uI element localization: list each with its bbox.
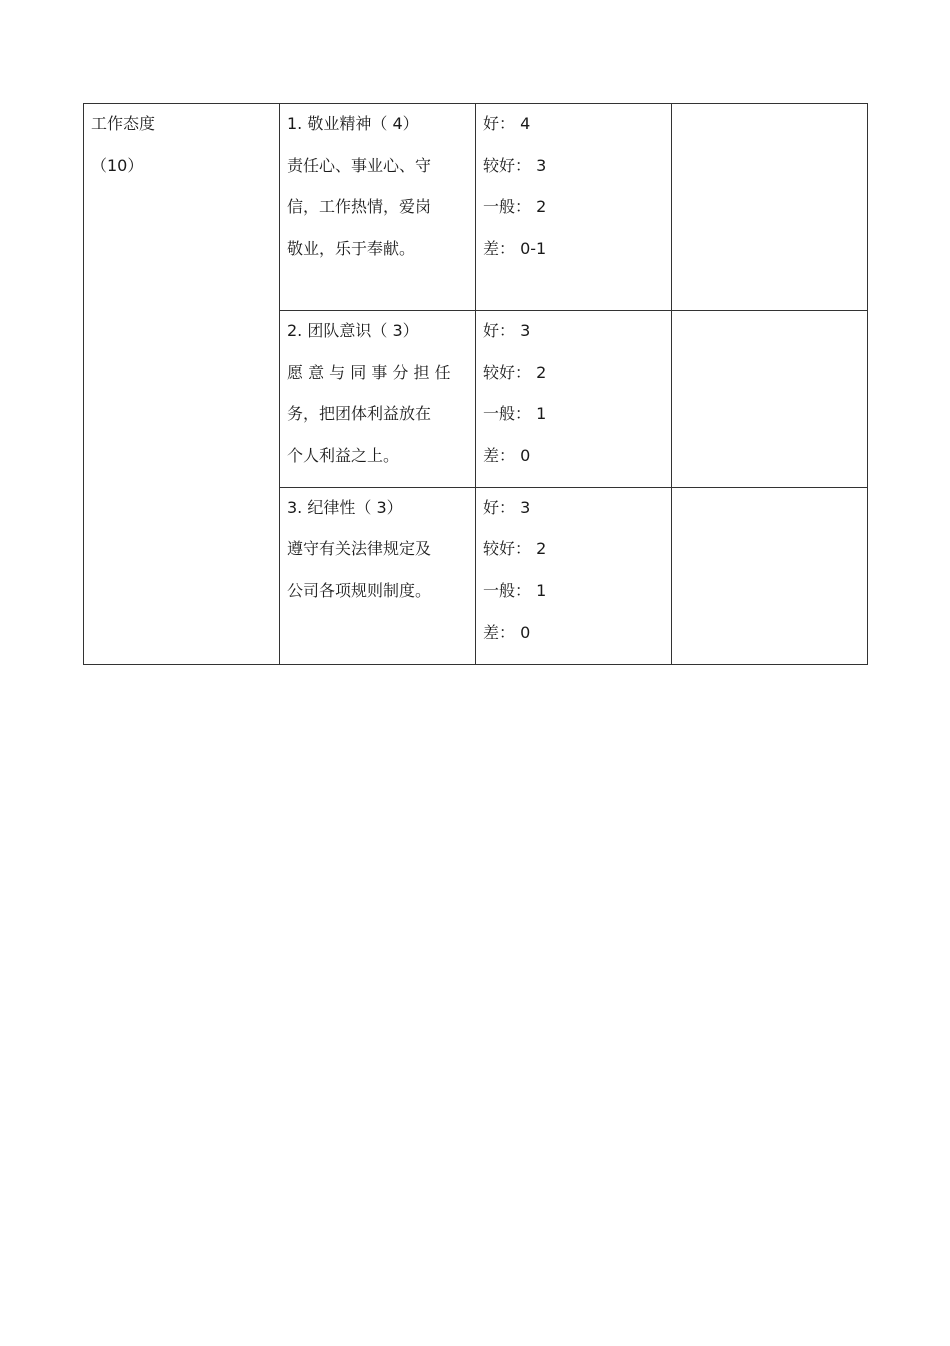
- criterion-cell: [280, 487, 476, 664]
- score-level: 差： 0: [483, 622, 531, 642]
- remark-cell: [672, 487, 868, 664]
- criterion-title: 3. 纪律性（ 3）: [287, 497, 403, 517]
- remark-text: [679, 497, 860, 539]
- criterion-title: 1. 敬业精神（ 4）: [287, 114, 419, 133]
- score-level: 一般： 2: [483, 197, 547, 217]
- criterion-desc-line: 责任心、事业心、守: [287, 155, 432, 175]
- category-cell: [84, 104, 280, 665]
- score-level: 好： 4: [483, 114, 531, 133]
- criterion-desc-line: 愿 意 与 同 事 分 担 任: [287, 362, 451, 382]
- score-level: 好： 3: [483, 321, 531, 340]
- criterion-desc-line: 敬业，乐于奉献。: [287, 239, 416, 259]
- criterion-desc-line: 信，工作热情，爱岗: [287, 197, 432, 217]
- score-level: 较好： 3: [483, 155, 547, 175]
- score-level: 好： 3: [483, 497, 531, 517]
- criterion-desc-line: 公司各项规则制度。: [287, 581, 432, 601]
- score-level: 一般： 1: [483, 404, 547, 424]
- score-level: 较好： 2: [483, 539, 547, 559]
- criterion-title: 2. 团队意识（ 3）: [287, 321, 419, 340]
- criterion-desc-line: 务，把团体利益放在: [287, 404, 432, 424]
- score-level: 较好： 2: [483, 362, 547, 382]
- scoring-cell: [476, 311, 672, 488]
- remark-cell: [672, 311, 868, 488]
- criterion-cell: [280, 104, 476, 311]
- remark-cell: [672, 104, 868, 311]
- table-row: [84, 104, 868, 311]
- evaluation-table: [83, 103, 868, 665]
- criterion-cell: [280, 311, 476, 488]
- criterion-desc-line: 个人利益之上。: [287, 446, 400, 466]
- score-level: 一般： 1: [483, 581, 547, 601]
- category-score: （10）: [91, 155, 144, 175]
- remark-text: [679, 113, 860, 155]
- scoring-cell: [476, 487, 672, 664]
- score-level: 差： 0-1: [483, 239, 547, 259]
- criterion-desc-line: 遵守有关法律规定及: [287, 539, 432, 559]
- scoring-cell: [476, 104, 672, 311]
- score-level: 差： 0: [483, 446, 531, 466]
- remark-text: [679, 320, 860, 362]
- category-name: 工作态度: [91, 114, 156, 133]
